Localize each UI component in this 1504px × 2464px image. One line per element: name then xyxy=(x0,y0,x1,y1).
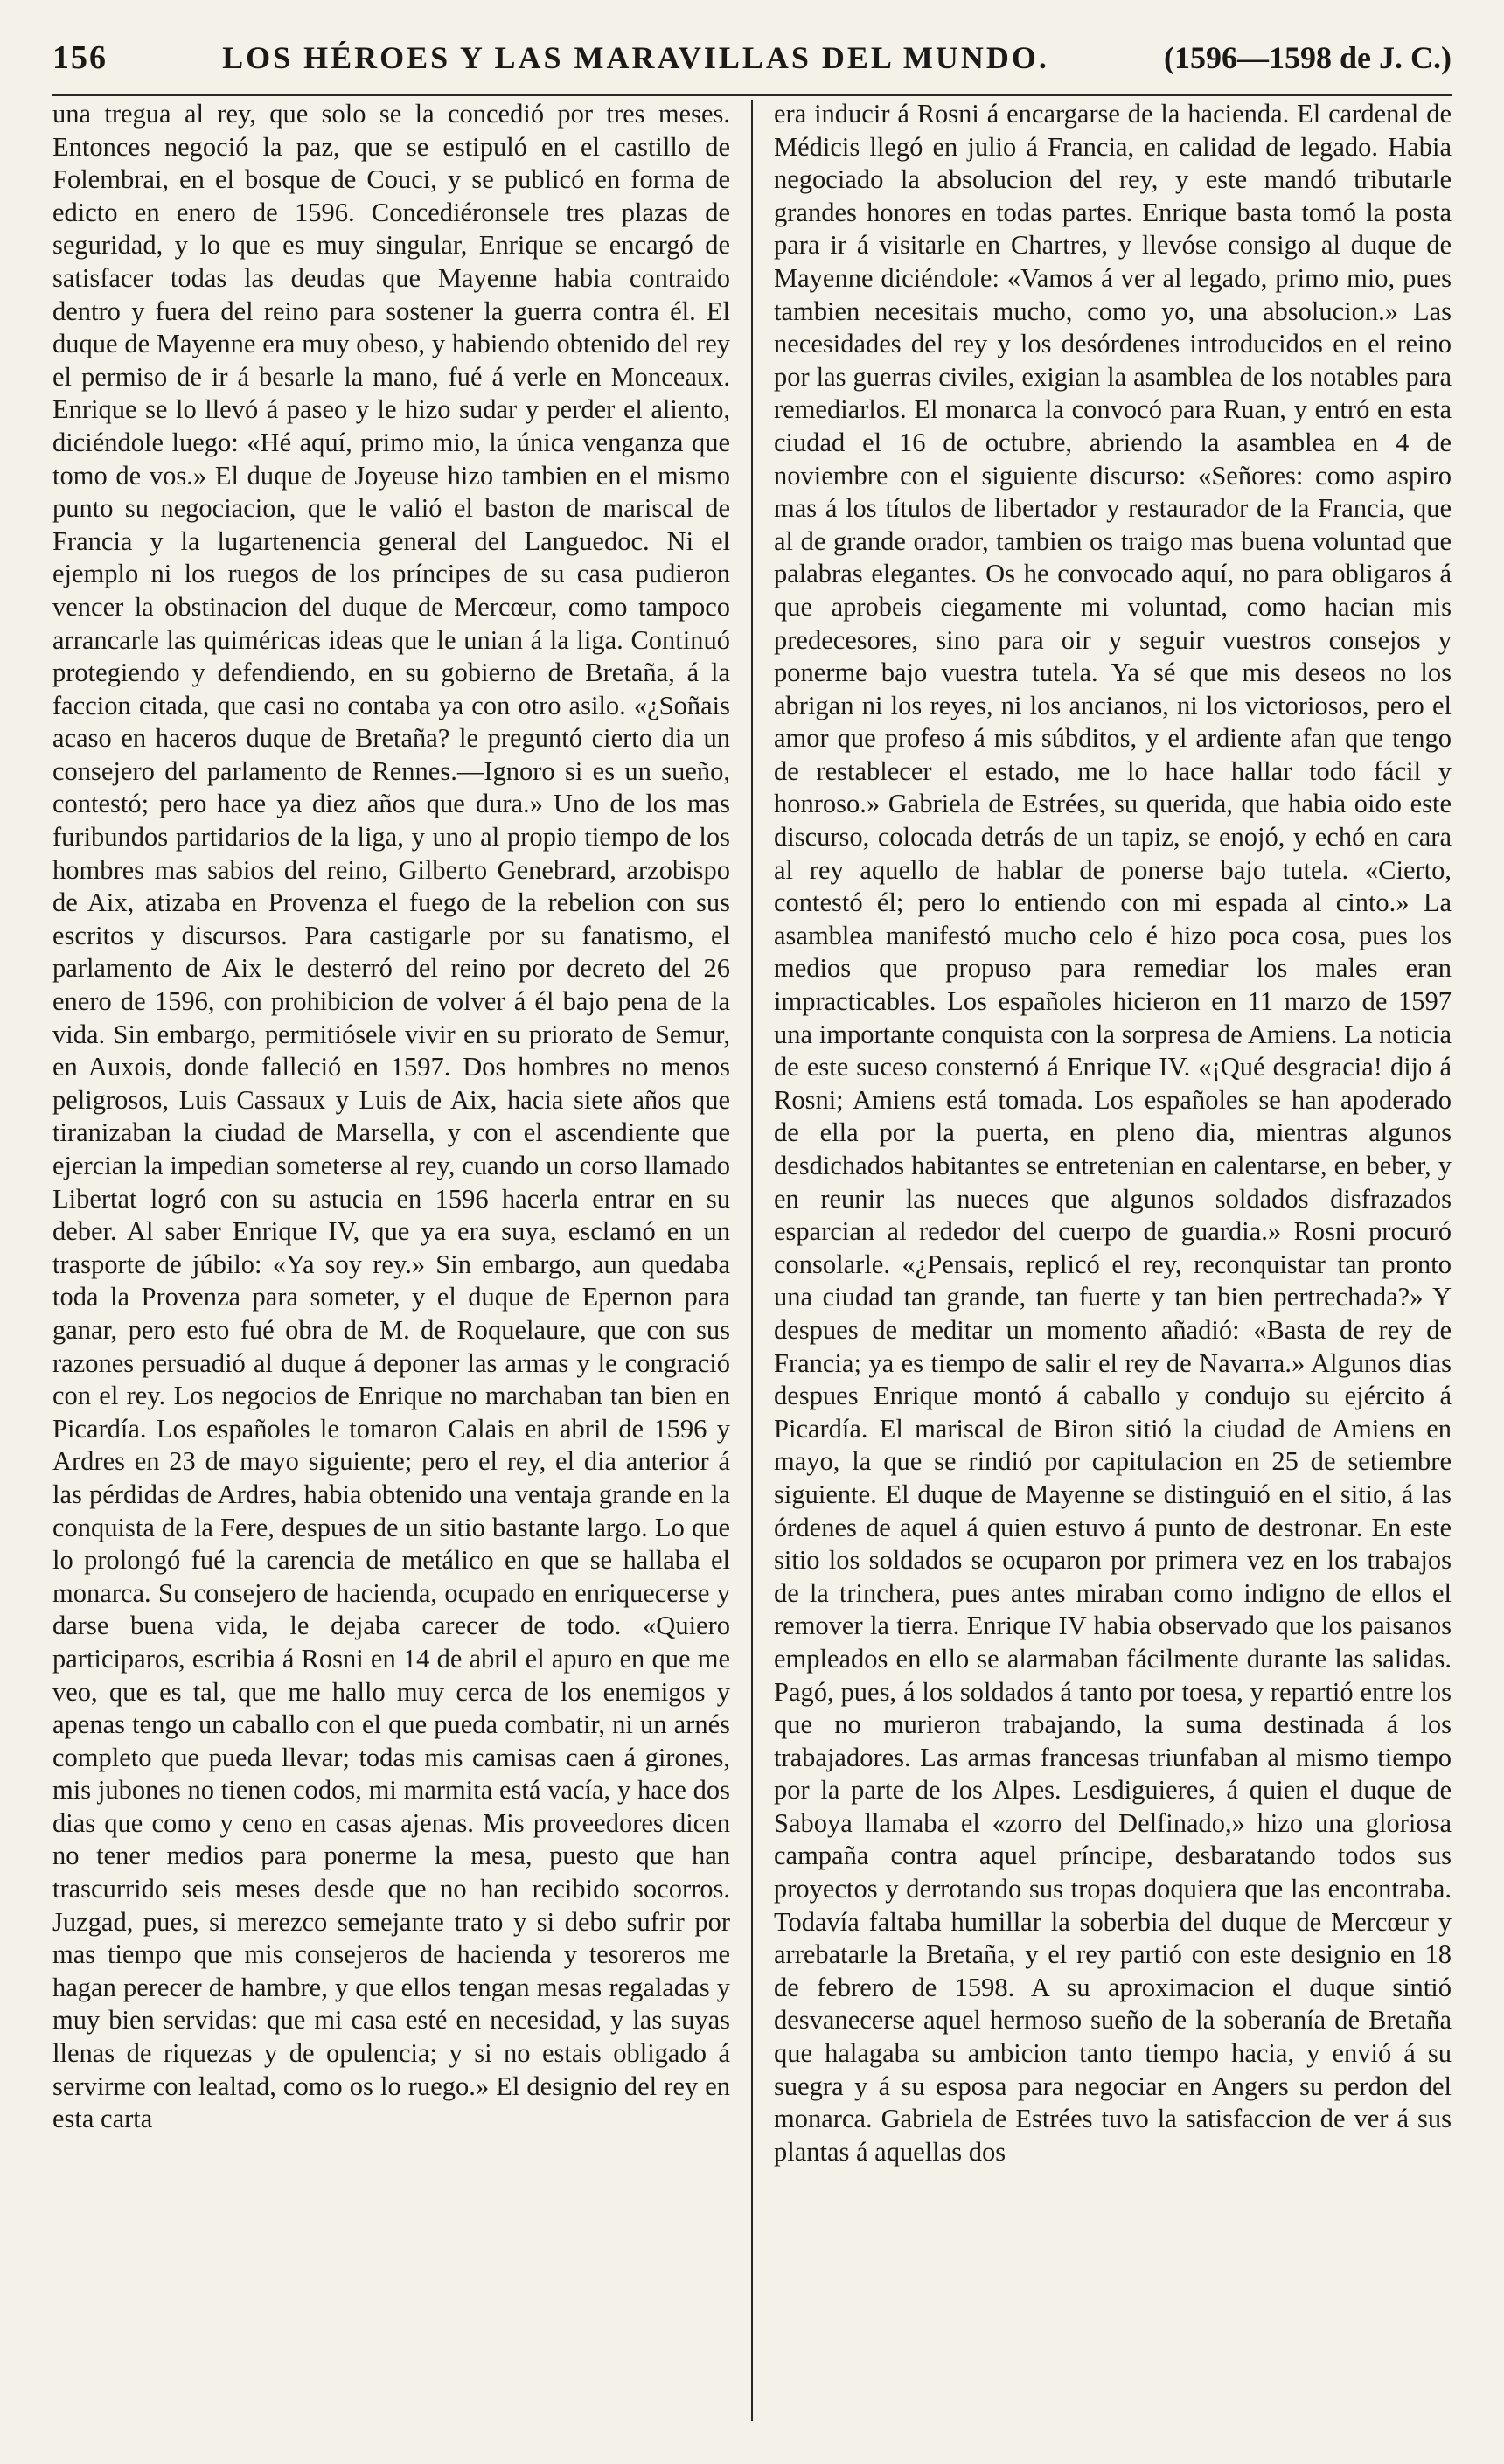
text-columns xyxy=(52,98,1452,2424)
right-column xyxy=(774,98,1452,2424)
header-rule xyxy=(52,94,1452,96)
left-column xyxy=(52,98,730,2424)
date-range: (1596—1598 de J. C.) xyxy=(1164,40,1452,75)
running-title: LOS HÉROES Y LAS MARAVILLAS DEL MUNDO. xyxy=(222,40,1049,75)
right-column-text: era inducir á Rosni á encargarse de la hacienda. El cardenal de Médicis llegó en julio á Francia, en calidad de legado. Habia negociado la absolucion del rey, y este mandó tributarle grandes honores en todas partes. Enrique basta tomó la posta para ir á visitarle en Chartres, y llevóse consigo al duque de Mayenne diciéndole: «Vamos á ver al legado, primo mio, pues tambien necesitais mucho, como yo, una absolucion.» Las necesidades del rey y los desórdenes introducidos en el reino por las guerras civiles, exigian la asamblea de los notables para remediarlos. El monarca la convocó para Ruan, y entró en esta ciudad el 16 de octubre, abriendo la asamblea en 4 de noviembre con el siguiente discurso: «Señores: como aspiro mas á los títulos de libertador y restaurador de la Francia, que al de grande orador, tambien os traigo mas buena voluntad que palabras elegantes. Os he convocado aquí, no para obligaros á que aprobeis ciegamente mi voluntad, como hacian mis predecesores, sino para oir y seguir vuestros consejos y ponerme bajo vuestra tutela. Ya sé que mis deseos no los abrigan ni los reyes, ni los ancianos, ni los victoriosos, pero el amor que profeso á mis súbditos, y el ardiente afan que tengo de restablecer el estado, me lo hace hallar todo fácil y honroso.» Gabriela de Estrées, su querida, que habia oido este discurso, colocada detrás de un tapiz, se enojó, y echó en cara al rey aquello de hablar de ponerse bajo tutela. «Cierto, contestó él; pero lo entiendo con mi espada al cinto.» La asamblea manifestó mucho celo é hizo poca cosa, pues los medios que propuso para remediar los males eran impracticables. Los españoles hicieron en 11 marzo de 1597 una importante conquista con la sorpresa de Amiens. La noticia de este suceso consternó á Enrique IV. «¡Qué desgracia! dijo á Rosni; Amiens está tomada. Los españoles se han apoderado de ella por la puerta, en pleno dia, mientras algunos desdichados habitantes se entretenian en calentarse, en beber, y en reunir las nueces que algunos soldados disfrazados esparcian al rededor del cuerpo de guardia.» Rosni procuró consolarle. «¿Pensais, replicó el rey, reconquistar tan pronto una ciudad tan grande, tan fuerte y tan bien pertrechada?» Y despues de meditar un momento añadió: «Basta de rey de Francia; ya es tiempo de salir el rey de Navarra.» Algunos dias despues Enrique montó á caballo y condujo su ejército á Picardía. El mariscal de Biron sitió la ciudad de Amiens en mayo, la que se rindió por capitulacion en 25 de setiembre siguiente. El duque de Mayenne se distinguió en el sitio, á las órdenes de aquel á quien estuvo á punto de destronar. En este sitio los soldados se ocuparon por primera vez en los trabajos de la trinchera, pues antes miraban como indigno de ellos el remover la tierra. Enrique IV habia observado que los paisanos empleados en ello se alarmaban fácilmente durante las salidas. Pagó, pues, á los soldados á tanto por toesa, y repartió entre los que no murieron trabajando, la suma destinada á los trabajadores. Las armas francesas triunfaban al mismo tiempo por la parte de los Alpes. Lesdiguieres, á quien el duque de Saboya llamaba el «zorro del Delfinado,» hizo una gloriosa campaña contra aquel príncipe, desbaratando todos sus proyectos y derrotando sus tropas doquiera que las encontraba. Todavía faltaba humillar la soberbia del duque de Mercœur y arrebatarle la Bretaña, y el rey partió con este designio en 18 de febrero de 1598. A su aproximacion el duque sintió desvanecerse aquel hermoso sueño de la soberanía de Bretaña que halagaba su ambicion tanto tiempo hacia, y envió á su suegra y á su esposa para negociar en Angers su perdon del monarca. Gabriela de Estrées tuvo la satisfaccion de ver á sus plantas á aquellas dos xyxy=(774,99,1452,2167)
page-number: 156 xyxy=(52,39,108,76)
page-header xyxy=(52,38,1452,91)
column-divider xyxy=(751,100,753,2421)
left-column-text: una tregua al rey, que solo se la concedió por tres meses. Entonces negoció la paz, que se estipuló en el castillo de Folembrai, en el bosque de Couci, y se publicó en forma de edicto en enero de 1596. Concediéronsele tres plazas de seguridad, y lo que es muy singular, Enrique se encargó de satisfacer todas las deudas que Mayenne habia contraido dentro y fuera del reino para sostener la guerra contra él. El duque de Mayenne era muy obeso, y habiendo obtenido del rey el permiso de ir á besarle la mano, fué á verle en Monceaux. Enrique se lo llevó á paseo y le hizo sudar y perder el aliento, diciéndole luego: «Hé aquí, primo mio, la única venganza que tomo de vos.» El duque de Joyeuse hizo tambien en el mismo punto su negociacion, que le valió el baston de mariscal de Francia y la lugartenencia general del Languedoc. Ni el ejemplo ni los ruegos de los príncipes de su casa pudieron vencer la obstinacion del duque de Mercœur, como tampoco arrancarle las quiméricas ideas que le unian á la liga. Continuó protegiendo y defendiendo, en su gobierno de Bretaña, á la faccion citada, que casi no contaba ya con otro asilo. «¿Soñais acaso en haceros duque de Bretaña? le preguntó cierto dia un consejero del parlamento de Rennes.—Ignoro si es un sueño, contestó; pero hace ya diez años que dura.» Uno de los mas furibundos partidarios de la liga, y uno al propio tiempo de los hombres mas sabios del reino, Gilberto Genebrard, arzobispo de Aix, atizaba en Provenza el fuego de la rebelion con sus escritos y discursos. Para castigarle por su fanatismo, el parlamento de Aix le desterró del reino por decreto del 26 enero de 1596, con prohibicion de volver á él bajo pena de la vida. Sin embargo, permitiósele vivir en su priorato de Semur, en Auxois, donde falleció en 1597. Dos hombres no menos peligrosos, Luis Cassaux y Luis de Aix, hacia siete años que tiranizaban la ciudad de Marsella, y con el ascendiente que ejercian la impedian someterse al rey, cuando un corso llamado Libertat logró con su astucia en 1596 hacerla entrar en su deber. Al saber Enrique IV, que ya era suya, esclamó en un trasporte de júbilo: «Ya soy rey.» Sin embargo, aun quedaba toda la Provenza para someter, y el duque de Epernon para ganar, pero esto fué obra de M. de Roquelaure, que con sus razones persuadió al duque á deponer las armas y le congració con el rey. Los negocios de Enrique no marchaban tan bien en Picardía. Los españoles le tomaron Calais en abril de 1596 y Ardres en 23 de mayo siguiente; pero el rey, el dia anterior á las pérdidas de Ardres, habia obtenido una ventaja grande en la conquista de la Fere, despues de un sitio bastante largo. Lo que lo prolongó fué la carencia de metálico en que se hallaba el monarca. Su consejero de hacienda, ocupado en enriquecerse y darse buena vida, le dejaba carecer de todo. «Quiero participaros, escribia á Rosni en 14 de abril el apuro en que me veo, que es tal, que me hallo muy cerca de los enemigos y apenas tengo un caballo con el que pueda combatir, ni un arnés completo que pueda llevar; todas mis camisas caen á girones, mis jubones no tienen codos, mi marmita está vacía, y hace dos dias que como y ceno en casas ajenas. Mis proveedores dicen no tener medios para ponerme la mesa, puesto que han trascurrido seis meses desde que no han recibido socorros. Juzgad, pues, si merezco semejante trato y si debo sufrir por mas tiempo que mis consejeros de hacienda y tesoreros me hagan perecer de hambre, y que ellos tengan mesas regaladas y muy bien servidas: que mi casa esté en necesidad, y las suyas llenas de riquezas y de opulencia; y si no estais obligado á servirme con lealtad, como os lo ruego.» El designio del rey en esta carta xyxy=(52,99,730,2134)
